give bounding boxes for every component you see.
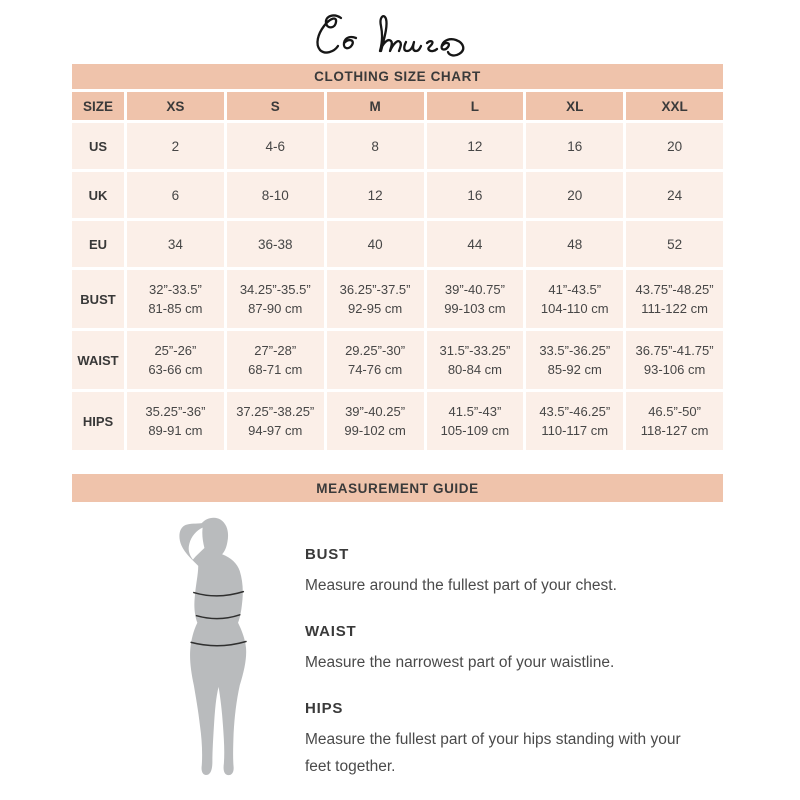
cm-value: 81-85 cm	[148, 301, 203, 316]
female-figure-shape	[179, 518, 246, 775]
row-header-us: US	[72, 123, 124, 169]
brand-logo-icon	[303, 11, 493, 61]
eu-size-value-xxl: 52	[626, 221, 723, 267]
guide-waist-description: Measure the narrowest part of your waistline.	[305, 654, 615, 671]
brand-header	[72, 10, 723, 62]
measurement-guide-items	[305, 546, 687, 800]
cm-value: 104-110 cm	[540, 301, 609, 316]
inches-value: 27”-28”	[254, 343, 297, 358]
cm-value: 99-102 cm	[344, 423, 406, 438]
hips-value-xl	[526, 392, 623, 450]
cm-value: 74-76 cm	[347, 362, 403, 377]
uk-size-value-m: 12	[327, 172, 424, 218]
uk-size-value-xxl: 24	[626, 172, 723, 218]
size-chart-title: CLOTHING SIZE CHART	[72, 64, 723, 89]
cm-value: 111-122 cm	[641, 301, 708, 316]
row-header-eu: EU	[72, 221, 124, 267]
bust-value-m	[327, 270, 424, 328]
waist-value-m	[327, 331, 424, 389]
measurement-guide-body	[72, 502, 723, 800]
eu-size-value-s: 36-38	[227, 221, 324, 267]
size-chart-table	[72, 92, 723, 450]
guide-bust-label: BUST	[305, 546, 350, 563]
hips-value-xs	[127, 392, 224, 450]
inches-value: 43.5”-46.25”	[539, 404, 611, 419]
uk-size-value-xs: 6	[127, 172, 224, 218]
size-guide-page	[0, 10, 800, 800]
cm-value: 93-106 cm	[643, 362, 706, 377]
clothing-size-chart-section	[72, 64, 723, 450]
eu-size-value-l: 44	[427, 221, 524, 267]
body-silhouette	[154, 516, 269, 788]
cm-value: 110-117 cm	[541, 423, 609, 438]
inches-value: 31.5”-33.25”	[439, 343, 511, 358]
eu-size-value-xl: 48	[526, 221, 623, 267]
us-size-value-s: 4-6	[227, 123, 324, 169]
waist-value-xs	[127, 331, 224, 389]
waist-value-xxl	[626, 331, 723, 389]
inches-value: 34.25”-35.5”	[239, 282, 311, 297]
hips-value-s	[227, 392, 324, 450]
female-figure-icon	[154, 516, 269, 783]
inches-value: 29.25”-30”	[345, 343, 406, 358]
inches-value: 36.25”-37.5”	[339, 282, 411, 297]
bust-value-xl	[526, 270, 623, 328]
inches-value: 39”-40.75”	[444, 282, 505, 297]
guide-item-bust	[305, 546, 687, 599]
row-header-bust: BUST	[72, 270, 124, 328]
cm-value: 85-92 cm	[547, 362, 602, 377]
cm-value: 87-90 cm	[248, 301, 303, 316]
us-size-value-xxl: 20	[626, 123, 723, 169]
guide-bust-description: Measure around the fullest part of your chest.	[305, 577, 617, 594]
inches-value: 39”-40.25”	[345, 404, 406, 419]
col-header-xxl: XXL	[626, 92, 723, 120]
col-header-xl: XL	[526, 92, 623, 120]
uk-size-value-s: 8-10	[227, 172, 324, 218]
waist-value-s	[227, 331, 324, 389]
hips-value-l	[427, 392, 524, 450]
guide-hips-label: HIPS	[305, 700, 344, 717]
uk-size-value-l: 16	[427, 172, 524, 218]
bust-value-xs	[127, 270, 224, 328]
inches-value: 33.5”-36.25”	[539, 343, 611, 358]
cm-value: 105-109 cm	[440, 423, 510, 438]
col-header-size: SIZE	[72, 92, 124, 120]
uk-size-value-xl: 20	[526, 172, 623, 218]
measurement-guide-section	[72, 474, 723, 800]
cm-value: 68-71 cm	[248, 362, 303, 377]
us-size-value-xs: 2	[127, 123, 224, 169]
guide-item-waist	[305, 623, 687, 676]
inches-value: 46.5”-50”	[648, 404, 701, 419]
measurement-guide-title: MEASUREMENT GUIDE	[72, 474, 723, 502]
col-header-l: L	[427, 92, 524, 120]
hips-value-m	[327, 392, 424, 450]
col-header-s: S	[227, 92, 324, 120]
col-header-m: M	[327, 92, 424, 120]
inches-value: 35.25”-36”	[145, 404, 206, 419]
inches-value: 41.5”-43”	[448, 404, 502, 419]
guide-hips-description: Measure the fullest part of your hips standing with your feet together.	[305, 731, 681, 775]
inches-value: 41”-43.5”	[548, 282, 602, 297]
guide-waist-label: WAIST	[305, 623, 357, 640]
inches-value: 25”-26”	[154, 343, 197, 358]
cm-value: 94-97 cm	[248, 423, 303, 438]
waist-value-xl	[526, 331, 623, 389]
inches-value: 43.75”-48.25”	[635, 282, 714, 297]
row-header-waist: WAIST	[72, 331, 124, 389]
cm-value: 63-66 cm	[148, 362, 203, 377]
cm-value: 92-95 cm	[347, 301, 403, 316]
col-header-xs: XS	[127, 92, 224, 120]
guide-item-hips	[305, 700, 687, 780]
bust-value-xxl	[626, 270, 723, 328]
inches-value: 32”-33.5”	[149, 282, 202, 297]
waist-value-l	[427, 331, 524, 389]
cm-value: 118-127 cm	[640, 423, 709, 438]
row-header-uk: UK	[72, 172, 124, 218]
bust-value-s	[227, 270, 324, 328]
cm-value: 80-84 cm	[447, 362, 503, 377]
inches-value: 36.75”-41.75”	[635, 343, 714, 358]
row-header-hips: HIPS	[72, 392, 124, 450]
cm-value: 89-91 cm	[148, 423, 203, 438]
us-size-value-l: 12	[427, 123, 524, 169]
us-size-value-m: 8	[327, 123, 424, 169]
bust-value-l	[427, 270, 524, 328]
eu-size-value-m: 40	[327, 221, 424, 267]
inches-value: 37.25”-38.25”	[236, 404, 315, 419]
eu-size-value-xs: 34	[127, 221, 224, 267]
cm-value: 99-103 cm	[444, 301, 506, 316]
hips-value-xxl	[626, 392, 723, 450]
us-size-value-xl: 16	[526, 123, 623, 169]
